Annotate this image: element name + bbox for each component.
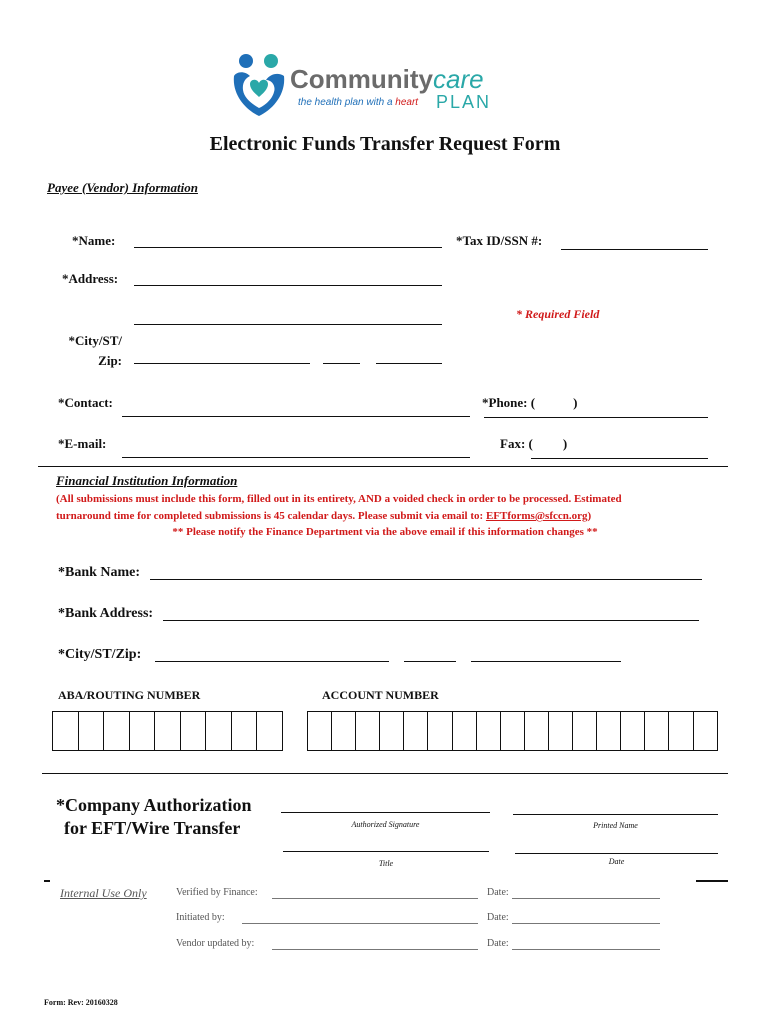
date-field[interactable] bbox=[515, 853, 718, 854]
digit-box[interactable] bbox=[621, 712, 645, 750]
contact-label: *Contact: bbox=[58, 395, 113, 410]
verified-date-field[interactable] bbox=[512, 898, 660, 899]
required-note: * Required Field bbox=[516, 307, 600, 321]
financial-note: (All submissions must include this form, filled out in its entirety, AND a voided check in order to be processed. Estimated turnaround time for completed submissions is 45 calendar days. Please submit via email to: EFTforms@sfccn.org) bbox=[56, 493, 622, 522]
authorization-heading: *Company Authorization for EFT/Wire Transfer bbox=[56, 795, 252, 838]
zip-field[interactable] bbox=[376, 363, 442, 364]
internal-use-label: Internal Use Only bbox=[60, 886, 147, 900]
name-label: *Name: bbox=[72, 233, 116, 248]
divider-1 bbox=[38, 466, 728, 467]
vendor-updated-label: Vendor updated by: bbox=[176, 938, 255, 949]
bank-zip-field[interactable] bbox=[471, 661, 621, 662]
address-field-2[interactable] bbox=[134, 324, 442, 325]
internal-left-mark bbox=[44, 880, 50, 882]
digit-box[interactable] bbox=[525, 712, 549, 750]
printed-name-caption: Printed Name bbox=[593, 821, 638, 830]
verified-date-label: Date: bbox=[487, 887, 509, 898]
account-number-boxes[interactable] bbox=[307, 711, 718, 751]
vendor-updated-field[interactable] bbox=[272, 949, 478, 950]
brand-main: Community bbox=[290, 64, 433, 94]
digit-box[interactable] bbox=[232, 712, 258, 750]
brand-tagline: the health plan with a bbox=[298, 97, 393, 108]
fax-label: Fax: ( ) bbox=[500, 436, 568, 451]
vendor-updated-date-field[interactable] bbox=[512, 949, 660, 950]
title-caption: Title bbox=[378, 859, 394, 868]
initiated-date-label: Date: bbox=[487, 912, 509, 923]
verified-field[interactable] bbox=[272, 898, 478, 899]
page-title: Electronic Funds Transfer Request Form bbox=[209, 133, 561, 155]
bank-city-field[interactable] bbox=[155, 661, 389, 662]
email-field[interactable] bbox=[122, 457, 470, 458]
digit-box[interactable] bbox=[501, 712, 525, 750]
digit-box[interactable] bbox=[404, 712, 428, 750]
digit-box[interactable] bbox=[332, 712, 356, 750]
authorized-signature-caption: Authorized Signature bbox=[351, 820, 420, 829]
digit-box[interactable] bbox=[79, 712, 105, 750]
internal-right-mark bbox=[696, 880, 728, 882]
title-field[interactable] bbox=[283, 851, 489, 852]
bank-name-field[interactable] bbox=[150, 579, 702, 580]
fax-field[interactable] bbox=[531, 458, 708, 459]
address-label: *Address: bbox=[62, 271, 119, 286]
digit-box[interactable] bbox=[549, 712, 573, 750]
authorized-signature-field[interactable] bbox=[281, 812, 490, 813]
digit-box[interactable] bbox=[477, 712, 501, 750]
eft-email-link[interactable]: EFTforms@sfccn.org bbox=[485, 510, 588, 522]
address-field[interactable] bbox=[134, 285, 442, 286]
citystzip-label-2: Zip: bbox=[98, 353, 122, 368]
name-field[interactable] bbox=[134, 247, 442, 248]
digit-box[interactable] bbox=[428, 712, 452, 750]
digit-box[interactable] bbox=[597, 712, 621, 750]
printed-name-field[interactable] bbox=[513, 814, 718, 815]
bank-state-field[interactable] bbox=[404, 661, 456, 662]
aba-routing-boxes[interactable] bbox=[52, 711, 283, 751]
digit-box[interactable] bbox=[645, 712, 669, 750]
financial-heading: Financial Institution Information bbox=[56, 473, 238, 488]
bank-name-label: *Bank Name: bbox=[58, 565, 141, 580]
brand-plan: PLAN bbox=[436, 92, 492, 112]
digit-box[interactable] bbox=[104, 712, 130, 750]
citystzip-label-1: *City/ST/ bbox=[68, 333, 122, 348]
citystzip-label bbox=[66, 333, 122, 369]
verified-label: Verified by Finance: bbox=[176, 887, 258, 898]
digit-box[interactable] bbox=[130, 712, 156, 750]
digit-box[interactable] bbox=[694, 712, 717, 750]
brand-tagline-heart: heart bbox=[395, 97, 419, 108]
contact-field[interactable] bbox=[122, 416, 470, 417]
bank-address-label: *Bank Address: bbox=[58, 606, 154, 621]
digit-box[interactable] bbox=[669, 712, 693, 750]
initiated-label: Initiated by: bbox=[176, 912, 225, 923]
taxid-field[interactable] bbox=[561, 249, 708, 250]
taxid-label: *Tax ID/SSN #: bbox=[456, 233, 543, 248]
initiated-field[interactable] bbox=[242, 923, 478, 924]
account-label: ACCOUNT NUMBER bbox=[322, 688, 439, 702]
date-caption: Date bbox=[608, 857, 625, 866]
bank-address-field[interactable] bbox=[163, 620, 699, 621]
digit-box[interactable] bbox=[308, 712, 332, 750]
phone-label: *Phone: ( ) bbox=[482, 395, 578, 410]
email-label: *E-mail: bbox=[58, 436, 107, 451]
state-field[interactable] bbox=[323, 363, 360, 364]
heart-family-icon bbox=[226, 50, 296, 120]
vendor-updated-date-label: Date: bbox=[487, 938, 509, 949]
digit-box[interactable] bbox=[453, 712, 477, 750]
logo bbox=[226, 50, 526, 120]
phone-field[interactable] bbox=[484, 417, 708, 418]
form-revision: Form: Rev: 20160328 bbox=[44, 998, 118, 1007]
payee-heading: Payee (Vendor) Information bbox=[47, 180, 198, 195]
notify-note: ** Please notify the Finance Department via the above email if this information changes ** bbox=[172, 526, 598, 538]
divider-2 bbox=[42, 773, 728, 774]
digit-box[interactable] bbox=[53, 712, 79, 750]
digit-box[interactable] bbox=[257, 712, 282, 750]
digit-box[interactable] bbox=[380, 712, 404, 750]
digit-box[interactable] bbox=[206, 712, 232, 750]
city-field[interactable] bbox=[134, 363, 310, 364]
digit-box[interactable] bbox=[181, 712, 207, 750]
brand-accent: care bbox=[433, 64, 484, 94]
digit-box[interactable] bbox=[573, 712, 597, 750]
digit-box[interactable] bbox=[356, 712, 380, 750]
bank-citystzip-label: *City/ST/Zip: bbox=[58, 647, 142, 662]
aba-label: ABA/ROUTING NUMBER bbox=[58, 688, 201, 702]
digit-box[interactable] bbox=[155, 712, 181, 750]
initiated-date-field[interactable] bbox=[512, 923, 660, 924]
